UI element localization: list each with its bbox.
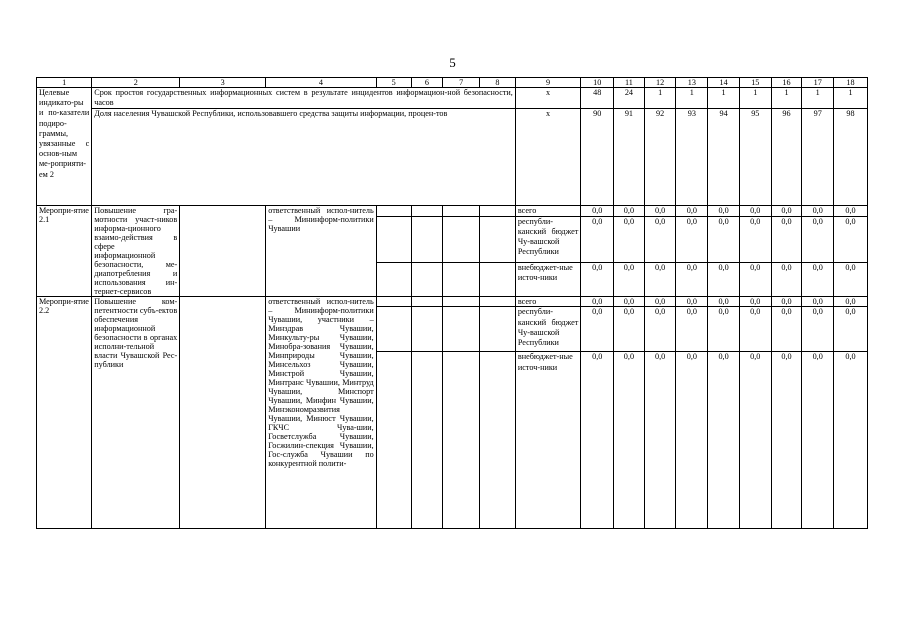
value-cell: 97 [802, 109, 834, 206]
value-cell: 0,0 [771, 307, 802, 352]
value-cell: 94 [708, 109, 740, 206]
value-cell: 0,0 [739, 307, 771, 352]
measure-empty-cell [180, 297, 266, 529]
value-cell: 0,0 [802, 206, 834, 216]
value-cell: 0,0 [676, 352, 708, 529]
measure-label: Меропри-ятие 2.1 [37, 206, 92, 297]
column-number: 9 [515, 78, 580, 88]
empty-cell [411, 206, 443, 216]
value-cell: 0,0 [676, 297, 708, 307]
value-cell: 0,0 [581, 206, 614, 216]
value-cell: 1 [708, 88, 740, 109]
value-cell: 93 [676, 109, 708, 206]
value-cell: 96 [771, 109, 802, 206]
value-cell: 0,0 [802, 297, 834, 307]
column-number: 17 [802, 78, 834, 88]
column-number: 10 [581, 78, 614, 88]
empty-cell [480, 352, 516, 529]
column-number: 12 [644, 78, 676, 88]
value-cell: 0,0 [771, 352, 802, 529]
value-cell: 1 [676, 88, 708, 109]
empty-cell [411, 216, 443, 262]
column-number: 6 [411, 78, 443, 88]
column-number-row [37, 78, 868, 88]
value-cell: 0,0 [802, 352, 834, 529]
value-cell: 0,0 [644, 216, 676, 262]
column-number: 14 [708, 78, 740, 88]
value-cell: 1 [834, 88, 868, 109]
value-cell: 0,0 [676, 262, 708, 297]
value-cell: 0,0 [834, 307, 868, 352]
empty-cell [376, 206, 411, 216]
empty-cell [443, 262, 480, 297]
funding-source: республи-канский бюджет Чу-вашской Республики [515, 307, 580, 352]
value-cell: 0,0 [581, 216, 614, 262]
value-cell: 0,0 [739, 206, 771, 216]
measure-empty-cell [180, 206, 266, 297]
value-cell: 48 [581, 88, 614, 109]
value-cell: 0,0 [834, 206, 868, 216]
column-number: 18 [834, 78, 868, 88]
indicator-row [37, 109, 868, 206]
column-number: 15 [739, 78, 771, 88]
empty-cell [443, 352, 480, 529]
value-cell: 0,0 [834, 262, 868, 297]
value-cell: 0,0 [708, 206, 740, 216]
value-cell: 0,0 [739, 297, 771, 307]
value-cell: 0,0 [581, 297, 614, 307]
empty-cell [443, 216, 480, 262]
value-cell: 0,0 [771, 216, 802, 262]
value-cell: 0,0 [644, 297, 676, 307]
empty-cell [411, 297, 443, 307]
measure-responsible: ответственный испол-нитель – Мининформ-политики Чувашии [266, 206, 377, 297]
value-cell: 90 [581, 109, 614, 206]
empty-cell [443, 307, 480, 352]
value-cell: 0,0 [834, 297, 868, 307]
funding-source: всего [515, 206, 580, 216]
indicator-col9: x [515, 109, 580, 206]
value-cell: 0,0 [614, 216, 645, 262]
empty-cell [480, 307, 516, 352]
empty-cell [443, 297, 480, 307]
empty-cell [376, 216, 411, 262]
empty-cell [480, 262, 516, 297]
program-table [36, 77, 868, 529]
value-cell: 0,0 [644, 352, 676, 529]
column-number: 3 [180, 78, 266, 88]
indicators-label: Целевые индикато-ры и по-казатели подиро-граммы, увязанные с основ-ным ме-роприяти-ем 2 [37, 88, 92, 206]
measure-name: Повышение ком-петентности субъ-ектов обеспечения информационной безопасности в органах исполни-тельной власти Чувашской Рес-публики [92, 297, 180, 529]
empty-cell [443, 206, 480, 216]
measure-label: Меропри-ятие 2.2 [37, 297, 92, 529]
value-cell: 0,0 [802, 216, 834, 262]
measure-row [37, 297, 868, 307]
indicator-text: Доля населения Чувашской Республики, использовавшего средства защиты информации, процен-тов [92, 109, 516, 206]
value-cell: 24 [614, 88, 645, 109]
empty-cell [480, 297, 516, 307]
value-cell: 0,0 [614, 297, 645, 307]
value-cell: 0,0 [802, 307, 834, 352]
value-cell: 0,0 [739, 216, 771, 262]
value-cell: 0,0 [708, 216, 740, 262]
value-cell: 0,0 [771, 206, 802, 216]
measure-row [37, 206, 868, 216]
value-cell: 0,0 [739, 262, 771, 297]
empty-cell [411, 262, 443, 297]
column-number: 16 [771, 78, 802, 88]
value-cell: 0,0 [708, 352, 740, 529]
funding-source: всего [515, 297, 580, 307]
value-cell: 0,0 [614, 307, 645, 352]
funding-source: внебюджет-ные источ-ники [515, 352, 580, 529]
indicator-text: Срок простоя государственных информационных систем в результате инцидентов информацион-ной безопасности, часов [92, 88, 516, 109]
value-cell: 91 [614, 109, 645, 206]
column-number: 7 [443, 78, 480, 88]
value-cell: 0,0 [676, 307, 708, 352]
value-cell: 0,0 [581, 262, 614, 297]
measure-name: Повышение гра-мотности участ-ников информа-ционного взаимо-действия в сфере информационной безопасности, ме-диапотребления и использования ин-тернет-сервисов [92, 206, 180, 297]
column-number: 1 [37, 78, 92, 88]
value-cell: 0,0 [676, 216, 708, 262]
value-cell: 98 [834, 109, 868, 206]
empty-cell [376, 262, 411, 297]
value-cell: 0,0 [644, 262, 676, 297]
value-cell: 1 [802, 88, 834, 109]
column-number: 2 [92, 78, 180, 88]
value-cell: 0,0 [676, 206, 708, 216]
value-cell: 0,0 [581, 307, 614, 352]
value-cell: 95 [739, 109, 771, 206]
measure-responsible: ответственный испол-нитель – Мининформ-политики Чувашии, участники – Минздрав Чувашии, Минкульту-ры Чувашии, Минобра-зования Чувашии, Минприроды Чувашии, Минсельхоз Чувашии, Минстрой Чувашии, Минтранс Чувашии, Минтруд Чувашии, Минспорт Чувашии, Минфин Чувашии, Минэкономразвития Чувашии, Минюст Чувашии, ГКЧС Чува-шии, Госветслужба Чувашии, Госжилин-спекция Чувашии, Гос-служба Чувашии по конкурентной полити- [266, 297, 377, 529]
column-number: 13 [676, 78, 708, 88]
empty-cell [376, 307, 411, 352]
value-cell: 0,0 [834, 216, 868, 262]
value-cell: 0,0 [802, 262, 834, 297]
empty-cell [376, 352, 411, 529]
column-number: 8 [480, 78, 516, 88]
column-number: 4 [266, 78, 377, 88]
value-cell: 1 [739, 88, 771, 109]
empty-cell [411, 307, 443, 352]
value-cell: 0,0 [739, 352, 771, 529]
value-cell: 0,0 [708, 297, 740, 307]
value-cell: 0,0 [644, 307, 676, 352]
value-cell: 0,0 [614, 206, 645, 216]
value-cell: 0,0 [644, 206, 676, 216]
funding-source: республи-канский бюджет Чу-вашской Республики [515, 216, 580, 262]
empty-cell [480, 206, 516, 216]
value-cell: 0,0 [771, 297, 802, 307]
value-cell: 0,0 [581, 352, 614, 529]
value-cell: 1 [771, 88, 802, 109]
column-number: 5 [376, 78, 411, 88]
column-number: 11 [614, 78, 645, 88]
indicator-col9: x [515, 88, 580, 109]
empty-cell [376, 297, 411, 307]
value-cell: 0,0 [708, 307, 740, 352]
value-cell: 0,0 [771, 262, 802, 297]
value-cell: 0,0 [708, 262, 740, 297]
value-cell: 0,0 [614, 262, 645, 297]
empty-cell [411, 352, 443, 529]
value-cell: 0,0 [614, 352, 645, 529]
funding-source: внебюджет-ные источ-ники [515, 262, 580, 297]
empty-cell [480, 216, 516, 262]
value-cell: 0,0 [834, 352, 868, 529]
value-cell: 92 [644, 109, 676, 206]
value-cell: 1 [644, 88, 676, 109]
indicator-row [37, 88, 868, 109]
page-number: 5 [449, 55, 456, 70]
